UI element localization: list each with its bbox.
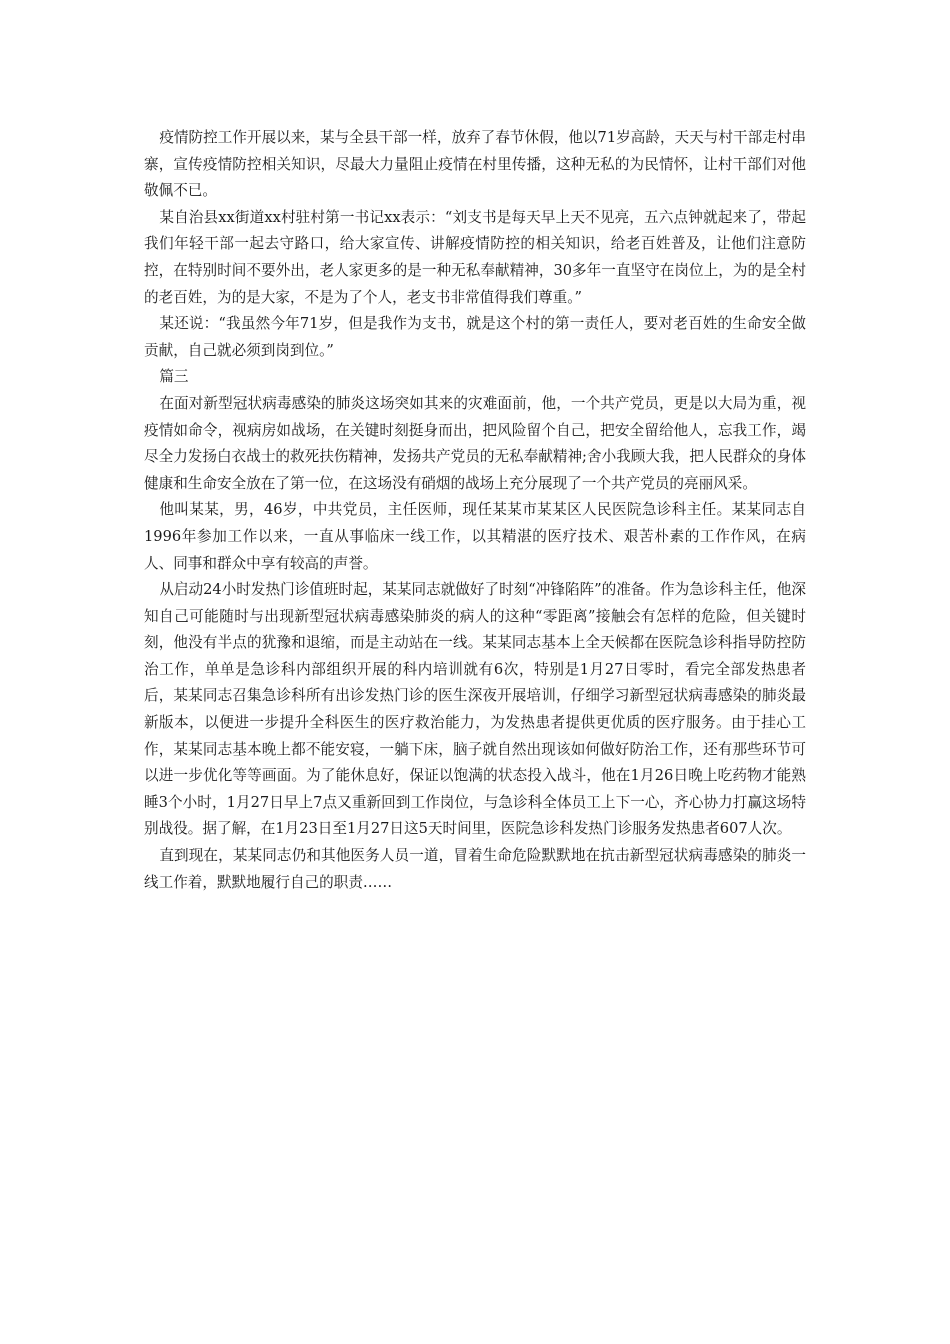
paragraph-3: 某还说：“我虽然今年71岁，但是我作为支书，就是这个村的第一责任人，要对老百姓的生命安全做贡献，自己就必须到岗到位。” [144, 315, 806, 359]
paragraph-4: 在面对新型冠状病毒感染的肺炎这场突如其来的灾难面前，他，一个共产党员，更是以大局为重，视疫情如命令，视病房如战场，在关键时刻挺身而出，把风险留个自己，把安全留给他人，忘我工作，竭尽全力发扬白衣战士的救死扶伤精神，发扬共产党员的无私奉献精神;舍小我顾大我，把人民群众的身体健康和生命安全放在了第一位，在这场没有硝烟的战场上充分展现了一个共产党员的亮丽风采。 [144, 394, 806, 492]
document-body [144, 125, 806, 896]
paragraph-7: 直到现在，某某同志仍和其他医务人员一道，冒着生命危险默默地在抗击新型冠状病毒感染的肺炎一线工作着，默默地履行自己的职责…… [144, 847, 806, 891]
paragraph-6: 从启动24小时发热门诊值班时起，某某同志就做好了时刻“冲锋陷阵”的准备。作为急诊科主任，他深知自己可能随时与出现新型冠状病毒感染肺炎的病人的这种“零距离”接触会有怎样的危险，但关键时刻，他没有半点的犹豫和退缩，而是主动站在一线。某某同志基本上全天候都在医院急诊科指导防控防治工作，单单是急诊科内部组织开展的科内培训就有6次，特别是1月27日零时，看完全部发热患者后，某某同志召集急诊科所有出诊发热门诊的医生深夜开展培训，仔细学习新型冠状病毒感染的肺炎最新版本，以便进一步提升全科医生的医疗救治能力，为发热患者提供更优质的医疗服务。由于挂心工作，某某同志基本晚上都不能安寝，一躺下床，脑子就自然出现该如何做好防治工作，还有那些环节可以进一步优化等等画面。为了能休息好，保证以饱满的状态投入战斗，他在1月26日晚上吃药物才能熟睡3个小时，1月27日早上7点又重新回到工作岗位，与急诊科全体员工上下一心，齐心协力打赢这场特别战役。据了解，在1月23日至1月27日这5天时间里，医院急诊科发热门诊服务发热患者607人次。 [144, 581, 806, 838]
paragraph-5: 他叫某某，男，46岁，中共党员，主任医师，现任某某市某某区人民医院急诊科主任。某某同志自1996年参加工作以来，一直从事临床一线工作，以其精湛的医疗技术、艰苦朴素的工作作风，在病人、同事和群众中享有较高的声誉。 [144, 501, 806, 572]
paragraph-2: 某自治县xx街道xx村驻村第一书记xx表示：“刘支书是每天早上天不见亮，五六点钟就起来了，带起我们年轻干部一起去守路口，给大家宣传、讲解疫情防控的相关知识，给老百姓普及，让他们注意防控，在特别时间不要外出，老人家更多的是一种无私奉献精神，30多年一直坚守在岗位上，为的是全村的老百姓，为的是大家，不是为了个人，老支书非常值得我们尊重。” [144, 208, 806, 306]
paragraph-1: 疫情防控工作开展以来，某与全县干部一样，放弃了春节休假，他以71岁高龄，天天与村干部走村串寨，宣传疫情防控相关知识，尽最大力量阻止疫情在村里传播，这种无私的为民情怀，让村干部们对他敬佩不已。 [144, 129, 806, 200]
section-heading: 篇三 [159, 368, 189, 386]
